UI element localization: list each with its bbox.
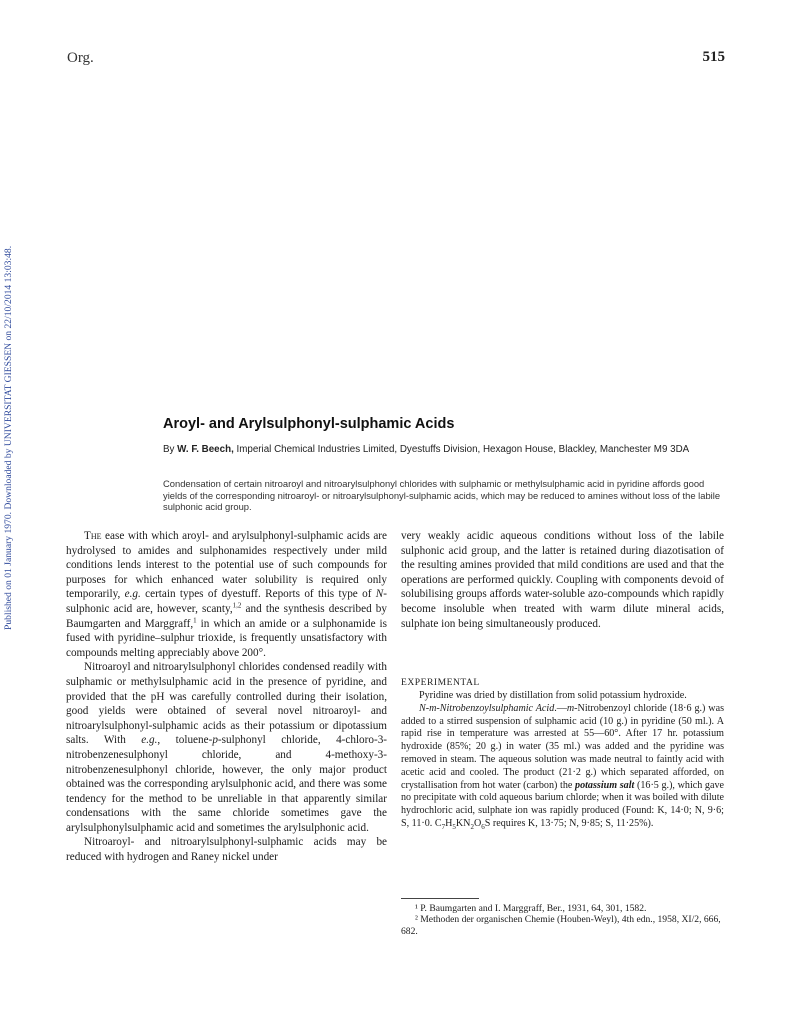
journal-section: Org. <box>67 50 94 66</box>
body-paragraph: Nitroaroyl- and nitroarylsulphonyl-sulphamic acids may be reduced with hydrogen and Raney nickel under <box>66 836 387 864</box>
citation-ref: 1,2 <box>232 601 242 610</box>
page-number: 515 <box>702 49 725 65</box>
experimental-paragraph: Pyridine was dried by distillation from solid potassium hydroxide. <box>419 690 687 701</box>
author-affiliation: Imperial Chemical Industries Limited, Dyestuffs Division, Hexagon House, Blackley, Manchester M9 3DA <box>233 444 690 455</box>
experimental-paragraph: N-m-Nitrobenzoylsulphamic Acid.—m-Nitrobenzoyl chloride (18·6 g.) was added to a stirred suspension of sulphamic acid (10 g.) in pyridine (50 ml.). A rapid rise in temperature was arrested at 55—60°. After 17 hr. potassium hydroxide (85%; 20 g.) in water (35 ml.) was added and the pyridine was removed in steam. The aqueous solution was made neutral to faintly acid with acetic acid and cooled. The product (21·2 g.) which separated afforded, on crystallisation from hot water (carbon) the potassium salt (16·5 g.), which gave no precipitate with cold aqueous barium chlorde; when it was boiled with dilute hydrochloric acid, sulphate ion was rapidly produced (Found: K, 14·0; N, 9·6; S, 11·0. $C_7H_5KN_2O_6S$ requires K, 13·75; N, 9·85; S, 11·25%). <box>401 702 724 831</box>
body-paragraph: very weakly acidic aqueous conditions without loss of the labile sulphonic acid group, and the latter is retained during diazotisation of the resulting amines provided that mild conditions are used and that the operations are performed quickly. Coupling with components devoid of solubilising groups affords water-soluble azo-compounds which rapidly become insoluble when treated with warm dilute mineral acids, sulphate ion being simultaneously produced. <box>401 530 724 630</box>
section-heading-experimental: EXPERIMENTAL <box>401 677 480 688</box>
reference-item: ² Methoden der organischen Chemie (Houben-Weyl), 4th edn., 1958, XI/2, 666, 682. <box>401 914 721 937</box>
reference-item: ¹ P. Baumgarten and I. Marggraff, Ber., 1931, 64, 301, 1582. <box>415 903 647 914</box>
article-title: Aroyl- and Arylsulphonyl-sulphamic Acids <box>163 416 455 432</box>
compound-heading: N-m-Nitrobenzoylsulphamic Acid <box>419 702 555 714</box>
abstract: Condensation of certain nitroaroyl and nitroarylsulphonyl chlorides with sulphamic or methylsulphamic acid in pyridine affords good yields of the corresponding nitroaroyl- or nitroarylsulphonyl-sulphamic acids, which may be reduced to amines without loss of the labile sulphonic acid group. <box>163 478 721 513</box>
body-paragraph: The ease with which aroyl- and arylsulphonyl-sulphamic acids are hydrolysed to amides and sulphonamides respectively under mild conditions lends interest to the potential use of such compounds for purposes for which enhanced water solubility is required only temporarily, e.g. certain types of dyestuff. Reports of this type of N-sulphonic acid are, however, scanty,$^{1,2}$ and the synthesis described by Baumgarten and Marggraff,$^1$ in which an amide or a sulphonamide is fused with pyridine–sulphur trioxide, is frequently unsatisfactory with compounds melting appreciably above 200°. <box>66 530 387 659</box>
body-column-left <box>66 529 387 865</box>
body-paragraph: Nitroaroyl and nitroarylsulphonyl chlorides condensed readily with sulphamic or methylsulphamic acid in the presence of pyridine, and provided that the pH was carefully controlled during their isolation, good yields were obtained of several novel nitroaroyl- and nitroarylsulphonyl-sulphamic acids as their potassium or dipotassium salts. With e.g., toluene-p-sulphonyl chloride, 4-chloro-3-nitrobenzenesulphonyl chloride, and 4-methoxy-3-nitrobenzenesulphonyl chloride, however, the only major product obtained was the corresponding arylsulphonic acid, and there was some tendency for the method to be unreliable in that apparently similar condensations with the same chloride sometimes gave the arylsulphonylsulphamic acid and sometimes the arylsulphonic acid. <box>66 661 388 834</box>
drop-word: The <box>84 530 102 542</box>
download-notice <box>2 190 16 630</box>
reference-list <box>401 903 724 937</box>
footnote-rule <box>401 898 479 899</box>
author-name: W. F. Beech, <box>177 444 234 455</box>
download-notice-text: Published on 01 January 1970. Downloaded by UNIVERSITAT GIESSEN on 22/10/2014 13:03:48. <box>3 245 14 630</box>
experimental-section <box>401 690 724 831</box>
byline <box>163 444 726 456</box>
body-column-right <box>401 529 724 631</box>
byline-by: By <box>163 444 175 455</box>
citation-ref: 1 <box>193 615 197 624</box>
